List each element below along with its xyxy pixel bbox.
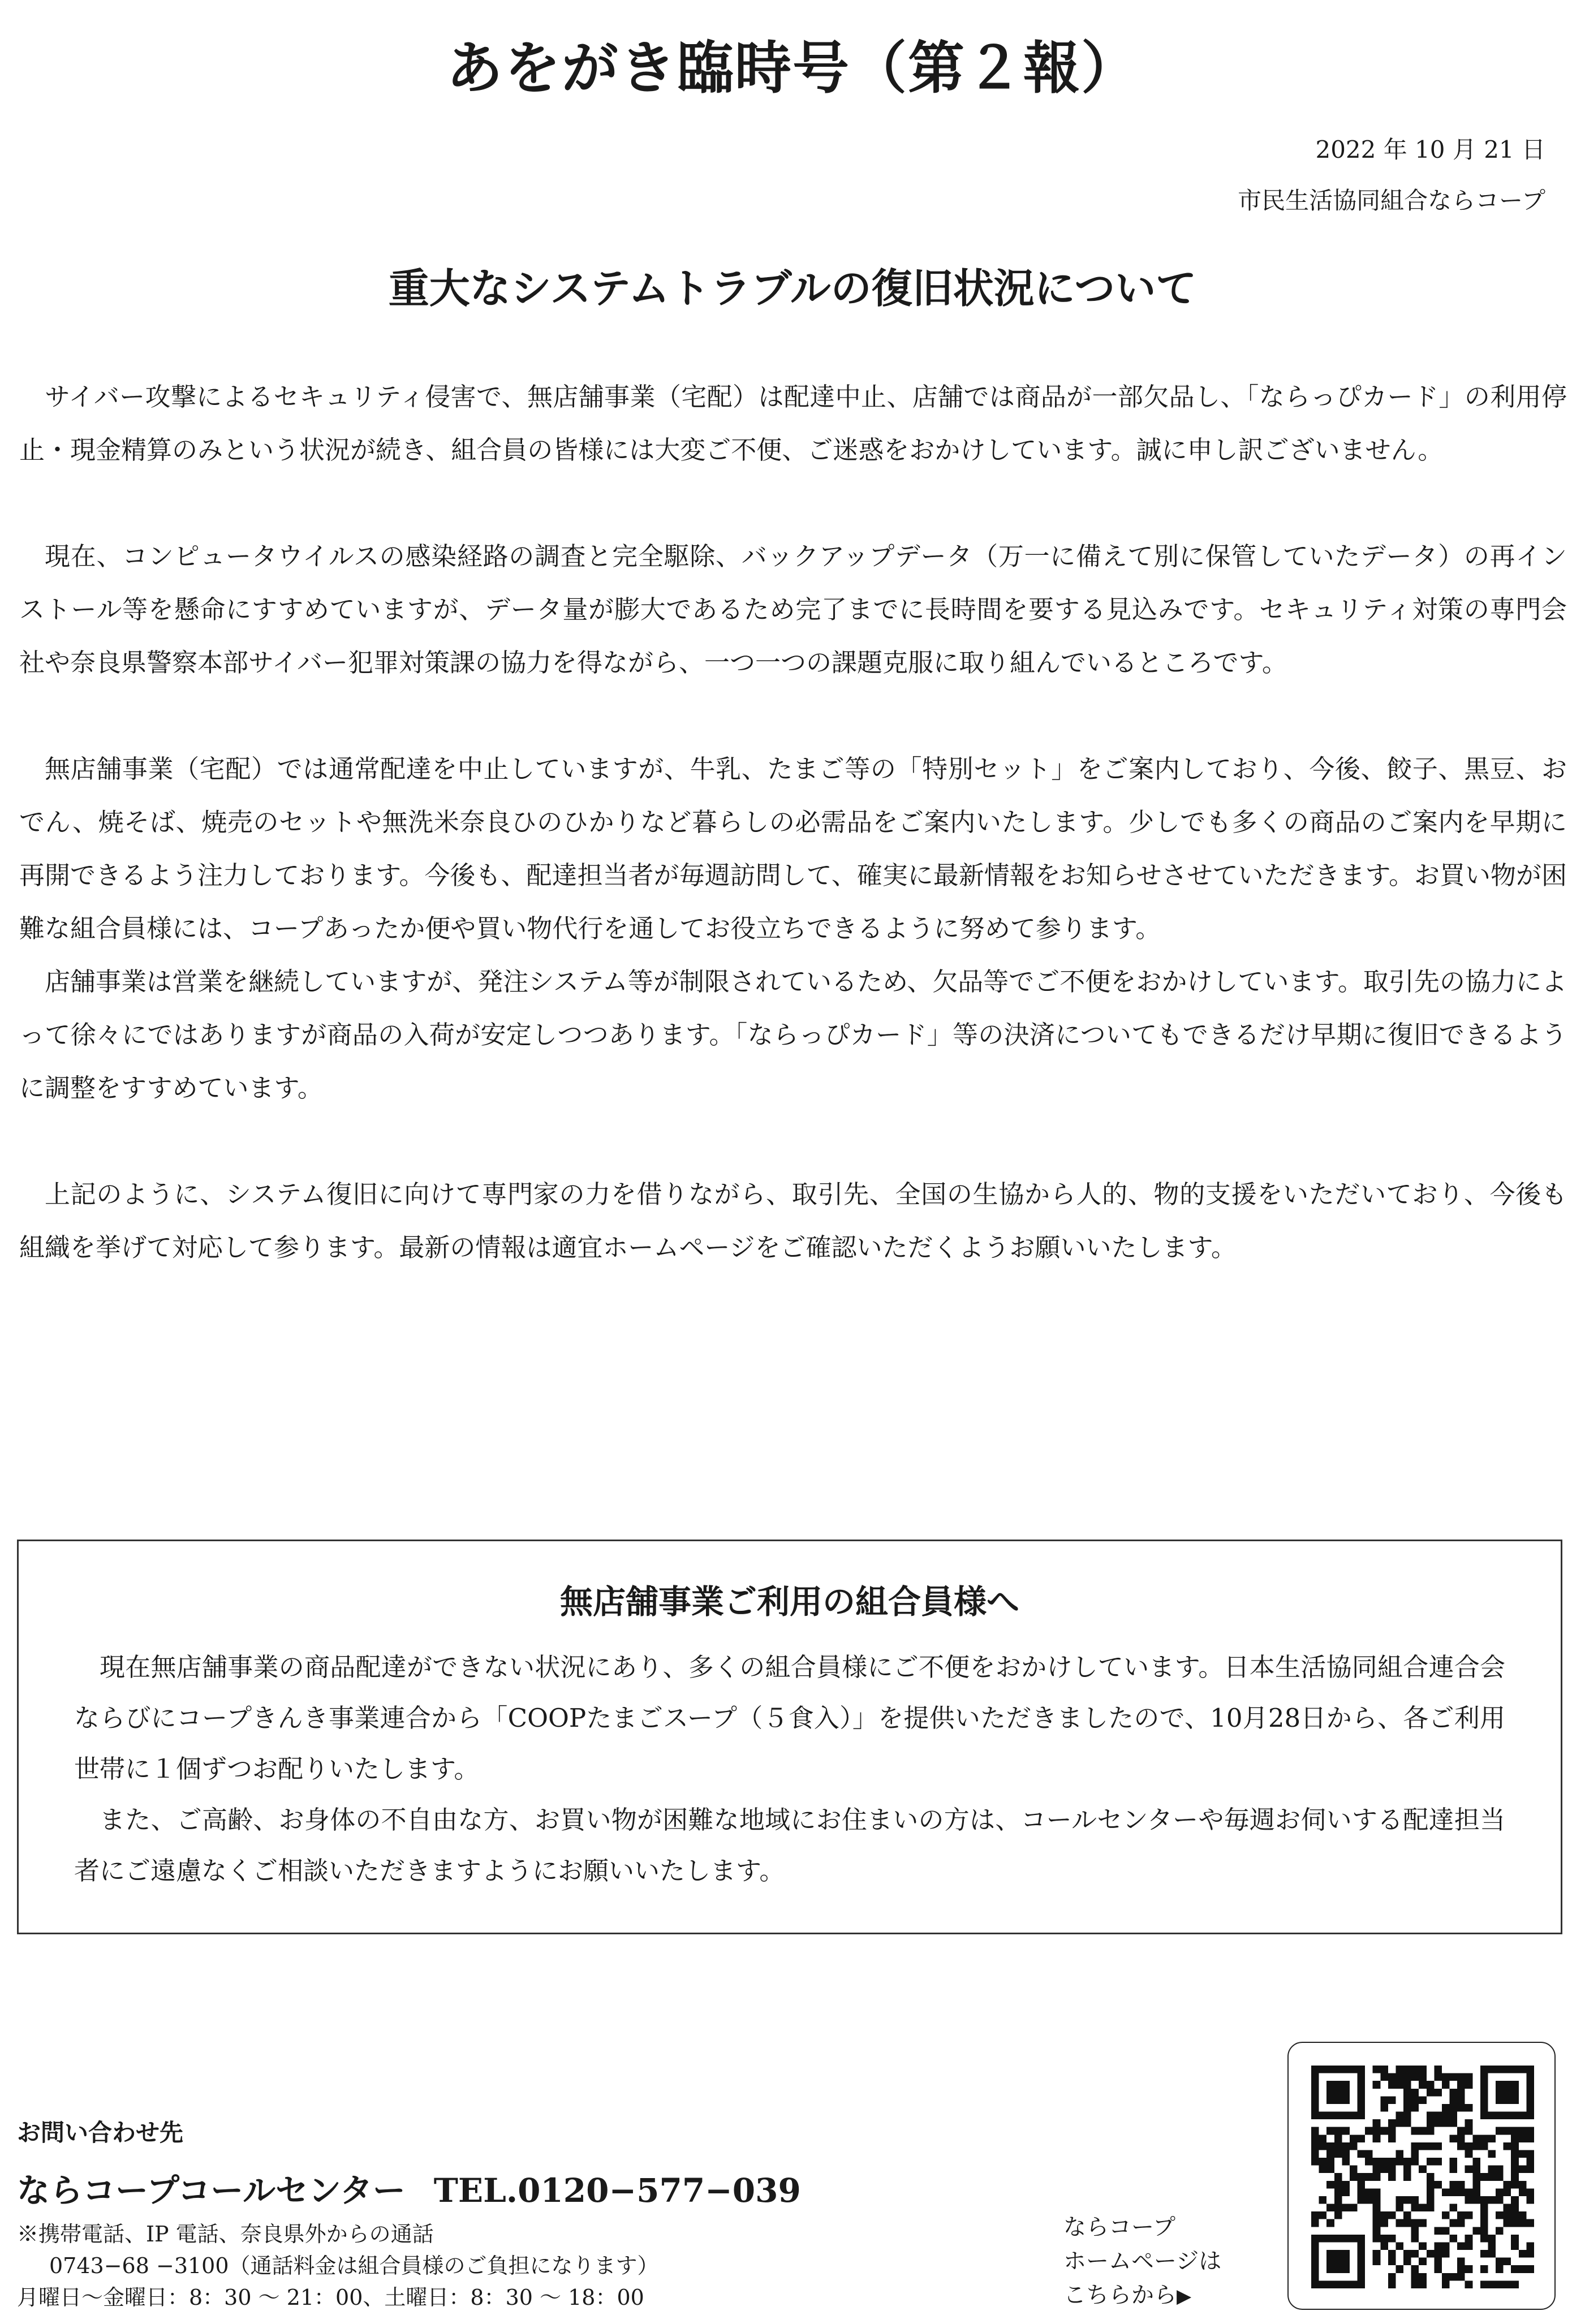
paragraph-store-business: 店舗事業は営業を継続していますが、発注システム等が制限されているため、欠品等でご不便をおかけしています。取引先の協力によって徐々にではありますが商品の入荷が安定しつつあります。「ならっぴカード」等の決済についてもできるだけ早期に復旧できるように調整をすすめています。 [19,967,1567,1103]
homepage-link-line: こちらから [1063,2282,1177,2308]
paragraph-recovery-status: 現在、コンピュータウイルスの感染経路の調査と完全駆除、バックアップデータ（万一に備えて別に保管していたデータ）の再インストール等を懸命にすすめていますが、データ量が膨大であるため完了までに長時間を要する見込みです。セキュリティ対策の専門会社や奈良県警察本部サイバー犯罪対策課の協力を得ながら、一つ一つの課題克服に取り組んでいるところです。 [19,541,1567,678]
paragraph-closing: 上記のように、システム復旧に向けて専門家の力を借りながら、取引先、全国の生協から人的、物的支援をいただいており、今後も組織を挙げて対応して参ります。最新の情報は適宜ホームページをご確認いただくようお願いいたします。 [19,1179,1567,1262]
paragraph-delivery-business: 無店舗事業（宅配）では通常配達を中止していますが、牛乳、たまご等の「特別セット」をご案内しており、今後、餃子、黒豆、おでん、焼そば、焼売のセットや無洗米奈良ひのひかりなど暮らしの必需品をご案内いたします。少しでも多くの商品のご案内を早期に再開できるよう注力しております。今後も、配達担当者が毎週訪問して、確実に最新情報をお知らせさせていただきます。お買い物が困難な組合員様には、コープあったか便や買い物代行を通してお役立ちできるように努めて参ります。 [19,754,1567,943]
article-body [19,370,1567,1274]
notice-paragraph-soup: 現在無店舗事業の商品配達ができない状況にあり、多くの組合員様にご不便をおかけしています。日本生活協同組合連合会ならびにコープきんき事業連合から「COOPたまごスープ（５食入）」を提供いただきましたので、10月28日から、各ご利用世帯に１個ずつお配りいたします。 [74,1652,1505,1784]
contact-note-hours: 月曜日～金曜日：8：30 ～ 21：00、土曜日：8：30 ～ 18：00 [17,2285,644,2310]
homepage-qr-code[interactable] [1287,2042,1556,2310]
call-center-name: ならコープコールセンター [17,2171,406,2210]
homepage-link-line: ならコープ [1063,2214,1175,2240]
contact-notes [17,2218,659,2313]
article-heading: 重大なシステムトラブルの復旧状況について [388,264,1197,312]
paragraph-apology: サイバー攻撃によるセキュリティ侵害で、無店舗事業（宅配）は配達中止、店舗では商品が一部欠品し、「ならっぴカード」の利用停止・現金精算のみという状況が続き、組合員の皆様には大変ご不便、ご迷惑をおかけしています。誠に申し訳ございません。 [19,382,1567,465]
homepage-link-text[interactable] [1063,2210,1221,2313]
qr-code-icon [1311,2066,1534,2288]
triangle-right-icon: ▶ [1177,2285,1192,2308]
organization-name: 市民生活協同組合ならコープ [1238,187,1545,214]
document-title: あをがき臨時号（第２報） [446,35,1139,101]
issue-date: 2022 年 10 月 21 日 [1315,136,1545,163]
notice-paragraph-consultation: また、ご高齢、お身体の不自由な方、お買い物が困難な地域にお住まいの方は、コールセンターや毎週お伺いする配達担当者にご遠慮なくご相談いただきますようにお願いいたします。 [74,1805,1505,1886]
homepage-link-line: ホームページは [1063,2248,1222,2274]
notice-box [17,1540,1562,1934]
notice-title: 無店舗事業ご利用の組合員様へ [559,1583,1019,1621]
contact-note-mobile: ※携帯電話、IP 電話、奈良県外からの通話 [17,2222,434,2247]
notice-body [74,1642,1505,1896]
contact-label: お問い合わせ先 [17,2119,184,2146]
contact-note-alt-phone[interactable]: 0743−68 −3100（通話料金は組合員様のご負担になります） [49,2253,659,2278]
call-center-phone[interactable]: TEL.0120−577−039 [433,2171,801,2210]
contact-center [17,2164,801,2211]
